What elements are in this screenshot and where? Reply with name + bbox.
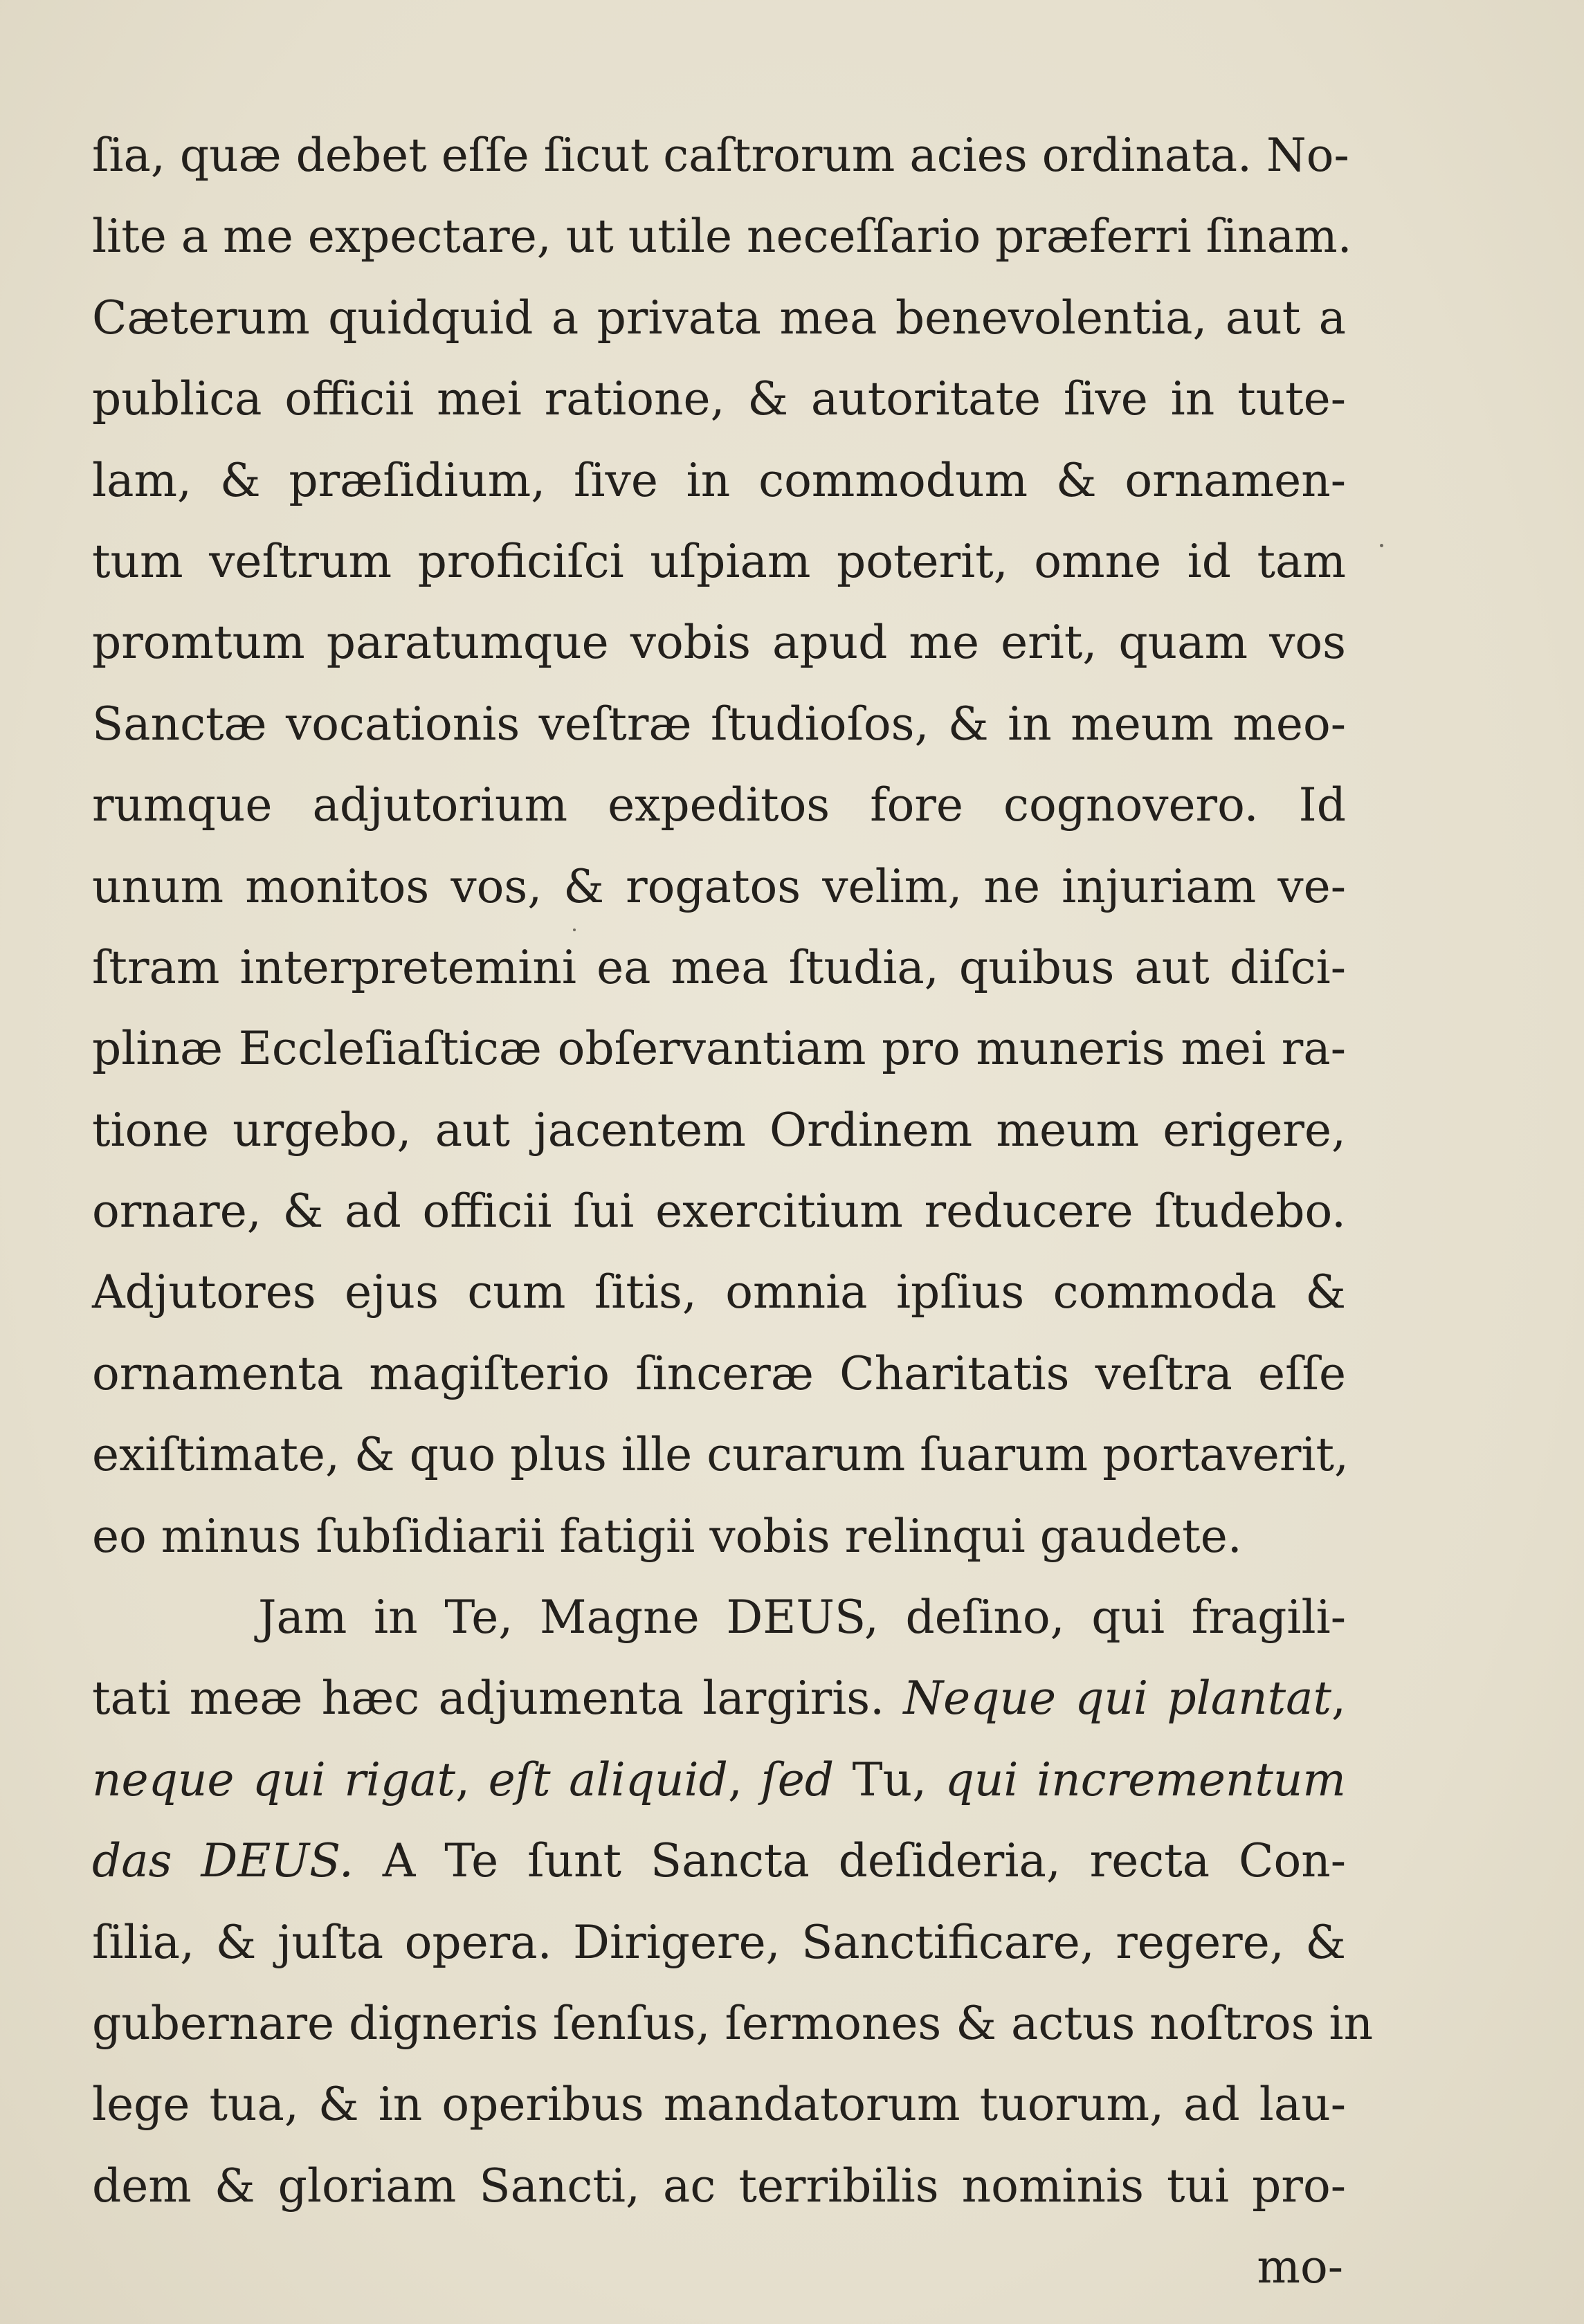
italic-span: das DEUS. bbox=[92, 1834, 354, 1888]
text-span: tati meæ hæc adjumenta largiris. bbox=[92, 1672, 904, 1726]
text-span: ſtram interpretemini ea mea ſtudia, quibus aut diſci- bbox=[92, 940, 1346, 994]
text-line bbox=[92, 2064, 1346, 2145]
text-span: rumque adjutorium expeditos fore cognovero. Id bbox=[92, 778, 1346, 832]
text-line bbox=[92, 765, 1346, 845]
text-line bbox=[92, 196, 1352, 277]
text-line bbox=[92, 1333, 1346, 1414]
text-span: ſia, quæ debet eſſe ſicut caſtrorum acies ordinata. No- bbox=[92, 129, 1349, 182]
text-line bbox=[92, 1414, 1349, 1495]
text-span: ornamenta magiſterio ſinceræ Charitatis veſtra eſſe bbox=[92, 1346, 1346, 1400]
text-line bbox=[92, 1171, 1346, 1252]
body-text bbox=[92, 115, 1374, 2308]
text-span: promtum paratumque vobis apud me erit, quam vos bbox=[92, 616, 1346, 670]
italic-span: Neque qui plantat bbox=[903, 1672, 1332, 1726]
italic-span: neque qui rigat bbox=[92, 1753, 456, 1806]
text-span: Jam in Te, Magne DEUS, deſino, qui fragili- bbox=[258, 1591, 1346, 1645]
text-line bbox=[92, 2145, 1346, 2226]
italic-span: ſed bbox=[761, 1753, 835, 1806]
text-span: , bbox=[1331, 1672, 1347, 1726]
paper-speck bbox=[1380, 544, 1383, 547]
text-line bbox=[92, 115, 1349, 196]
text-span: A Te ſunt Sancta deſideria, recta Con- bbox=[353, 1834, 1346, 1888]
text-span: lite a me expectare, ut utile neceſſario præferri ſinam. bbox=[92, 210, 1352, 264]
italic-span: eſt aliquid bbox=[488, 1753, 728, 1806]
text-span: plinæ Eccleſiaſticæ obſervantiam pro muneris mei ra- bbox=[92, 1022, 1346, 1076]
text-span: ſilia, & juſta opera. Dirigere, Sanctificare, regere, & bbox=[92, 1915, 1346, 1969]
text-span: , bbox=[727, 1753, 761, 1806]
text-line bbox=[92, 440, 1346, 521]
text-line bbox=[92, 1252, 1346, 1333]
text-line bbox=[92, 1090, 1346, 1171]
text-line bbox=[92, 277, 1346, 358]
text-line bbox=[92, 1008, 1346, 1089]
text-span: unum monitos vos, & rogatos velim, ne injuriam ve- bbox=[92, 859, 1346, 913]
text-span: lam, & præſidium, ſive in commodum & ornamen- bbox=[92, 453, 1346, 507]
text-span: Adjutores ejus cum ſitis, omnia ipſius commoda & bbox=[92, 1265, 1346, 1319]
text-span: Sanctæ vocationis veſtræ ſtudioſos, & in meum meo- bbox=[92, 697, 1346, 751]
text-span: , bbox=[455, 1753, 489, 1806]
italic-span: qui incrementum bbox=[945, 1753, 1347, 1806]
text-line bbox=[92, 1739, 1346, 1820]
text-span: Tu, bbox=[834, 1753, 945, 1806]
text-span: lege tua, & in operibus mandatorum tuorum, ad lau- bbox=[92, 2078, 1346, 2132]
text-line bbox=[92, 846, 1346, 927]
text-span: gubernare digneris ſenſus, ſermones & actus noſtros in bbox=[92, 1996, 1374, 2050]
text-line bbox=[92, 1820, 1346, 1901]
text-span: ornare, & ad officii ſui exercitium reducere ſtudebo. bbox=[92, 1184, 1346, 1238]
text-line bbox=[92, 1902, 1346, 1983]
text-span: Cæterum quidquid a privata mea benevolentia, aut a bbox=[92, 291, 1346, 345]
text-span: publica officii mei ratione, & autoritate ſive in tute- bbox=[92, 372, 1346, 426]
text-line bbox=[92, 927, 1346, 1008]
text-line bbox=[92, 684, 1346, 765]
text-line bbox=[92, 602, 1346, 683]
text-line bbox=[92, 1983, 1374, 2064]
text-span: dem & gloriam Sancti, ac terribilis nominis tui pro- bbox=[92, 2159, 1346, 2213]
catchword: mo- bbox=[1257, 2240, 1343, 2294]
text-line bbox=[92, 1577, 1346, 1658]
text-line bbox=[92, 1496, 1346, 1577]
text-line bbox=[92, 358, 1346, 439]
text-span: exiſtimate, & quo plus ille curarum ſuarum portaverit, bbox=[92, 1428, 1349, 1482]
text-span: eo minus ſubſidiarii fatigii vobis relinqui gaudete. bbox=[92, 1509, 1242, 1563]
text-line bbox=[92, 521, 1346, 602]
text-line bbox=[92, 1658, 1346, 1739]
text-span: tione urgebo, aut jacentem Ordinem meum erigere, bbox=[92, 1103, 1346, 1157]
text-span: tum veſtrum proficiſci uſpiam poterit, omne id tam bbox=[92, 534, 1346, 588]
